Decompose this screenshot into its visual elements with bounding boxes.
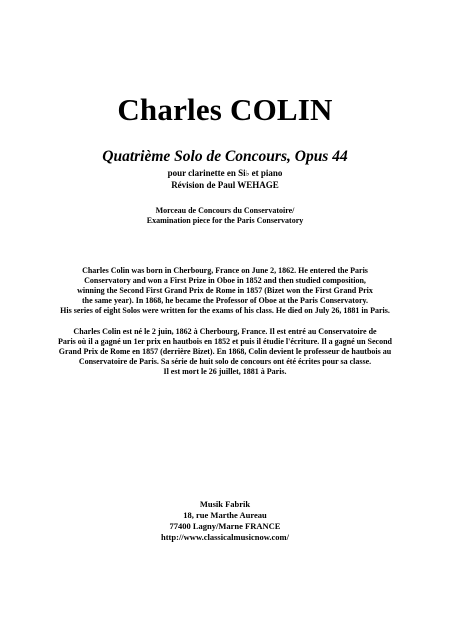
revision-line: Révision de Paul WEHAGE — [171, 179, 279, 190]
biography-french-line: Paris où il a gagné un 1er prix en hautbois en 1852 et puis il étudie l'écriture. Il a gagné un Second — [58, 337, 392, 346]
publisher-block — [0, 499, 450, 543]
biography-french-line: Charles Colin est né le 2 juin, 1862 à Cherbourg, France. Il est entré au Conservatoire de — [73, 327, 377, 336]
biography-english-line: winning the Second First Grand Prix de Rome in 1857 (Bizet won the First Grand Prix — [77, 286, 373, 295]
biography-french-line: Conservatoire de Paris. Sa série de huit solo de concours ont été écrites pour sa classe. — [78, 357, 372, 366]
composer-name: Charles COLIN — [117, 92, 333, 127]
work-title: Quatrième Solo de Concours, Opus 44 — [102, 148, 348, 165]
biography-english-line: Conservatory and won a First Prize in Oboe in 1852 and then studied composition, — [84, 276, 366, 285]
biography-english — [25, 266, 425, 316]
examination-note — [0, 206, 450, 226]
biography-english-line: His series of eight Solos were written for the exams of his class. He died on July 26, 1881 in Paris. — [60, 306, 390, 315]
biography-english-line: Charles Colin was born in Cherbourg, France on June 2, 1862. He entered the Paris — [82, 266, 368, 275]
biography-english-line: the same year). In 1868, he became the Professor of Oboe at the Paris Conservatory. — [81, 296, 369, 305]
publisher-url: http://www.classicalmusicnow.com/ — [161, 532, 289, 542]
biography-french — [25, 327, 425, 377]
examination-note-line-2: Examination piece for the Paris Conservatory — [146, 216, 304, 225]
examination-note-line-1: Morceau de Concours du Conservatoire/ — [155, 206, 295, 215]
flat-sign: ♭ — [245, 169, 250, 178]
publisher-city: 77400 Lagny/Marne FRANCE — [169, 521, 281, 531]
biography-french-line: Grand Prix de Rome en 1857 (derrière Bizet). En 1868, Colin devient le professeur de hautbois au — [58, 347, 392, 356]
instrumentation-line — [0, 168, 450, 180]
publisher-name: Musik Fabrik — [199, 499, 251, 509]
instrumentation-block — [0, 168, 450, 190]
instrumentation-suffix: et piano — [249, 168, 283, 178]
publisher-street: 18, rue Marthe Aureau — [183, 510, 267, 520]
instrumentation-prefix: pour clarinette en Si — [167, 168, 246, 178]
biography-french-line: Il est mort le 26 juillet, 1881 à Paris. — [163, 367, 287, 376]
